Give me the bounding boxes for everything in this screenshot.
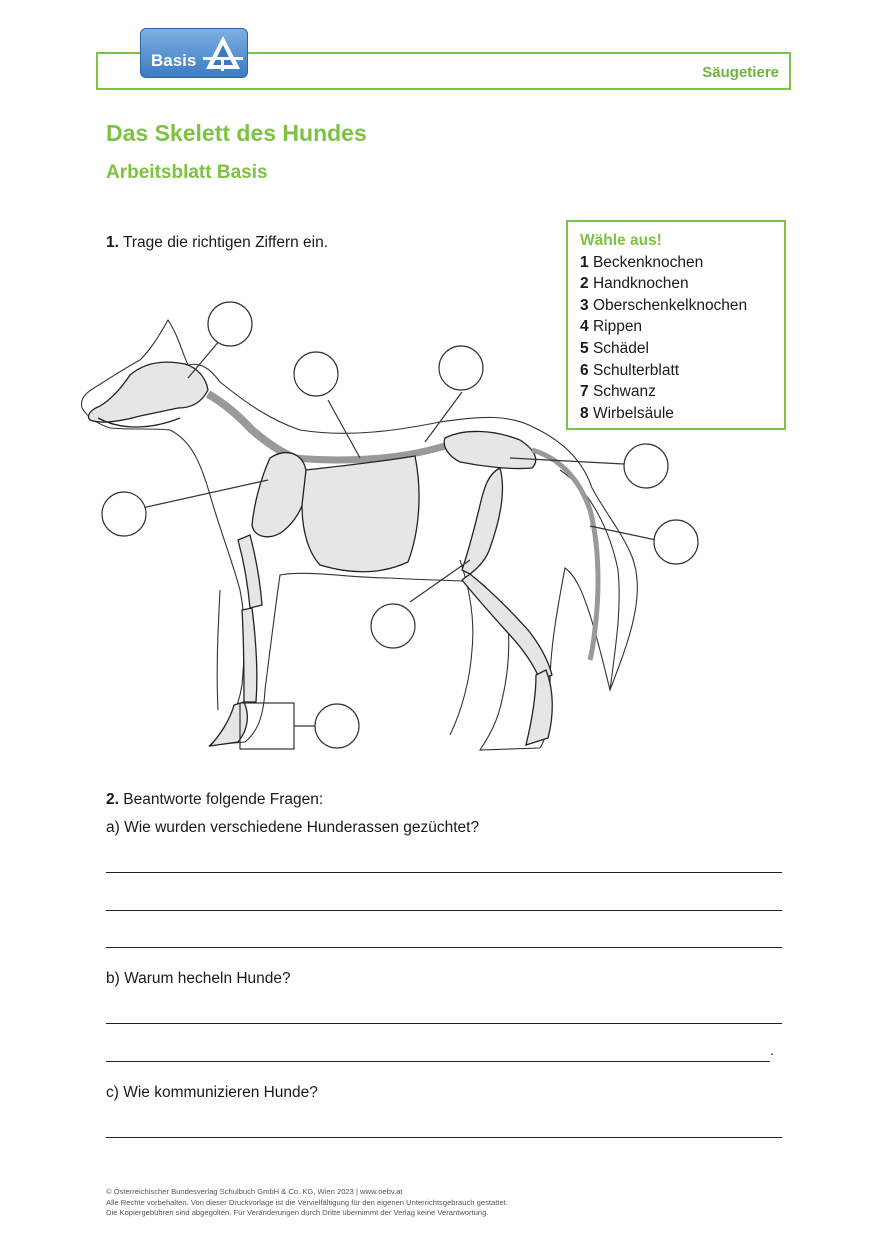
task-1-number: 1. (106, 234, 119, 251)
question-a: a) Wie wurden verschiedene Hunderassen gezüchtet? (106, 819, 480, 836)
task-2-instruction (106, 791, 323, 809)
choice-item: 5 Schädel (580, 339, 649, 357)
page-subtitle: Arbeitsblatt Basis (106, 162, 268, 183)
answer-line[interactable] (106, 1137, 782, 1138)
choice-item: 4 Rippen (580, 318, 643, 336)
choice-item: 2 Handknochen (580, 275, 689, 293)
ribcage (302, 456, 419, 572)
task-2-text: Beantworte folgende Fragen: (123, 791, 324, 808)
basis-logo (140, 28, 248, 78)
choice-item: 3 Oberschenkelknochen (580, 296, 748, 314)
answer-line[interactable] (106, 872, 782, 873)
label-circle-pelvis (624, 444, 668, 488)
label-circle-skull (208, 302, 252, 346)
choice-item: 1 Beckenknochen (580, 253, 704, 271)
neck-vertebrae (208, 394, 295, 458)
question-c: c) Wie kommunizieren Hunde? (106, 1084, 318, 1101)
answer-line[interactable] (106, 1023, 782, 1024)
task-1-text: Trage die richtigen Ziffern ein. (122, 234, 329, 251)
question-b: b) Warum hecheln Hunde? (106, 970, 291, 987)
choice-item: 7 Schwanz (580, 383, 656, 401)
skull (88, 362, 208, 422)
label-circle-scapula (102, 492, 146, 536)
copyright-footer (106, 1187, 508, 1219)
page-title: Das Skelett des Hundes (106, 120, 367, 146)
label-circle-tail (654, 520, 698, 564)
footer-line: Alle Rechte vorbehalten. Von dieser Druckvorlage ist die Vervielfältigung für den eigenen Unterrichtsgebrauch gestattet. (106, 1197, 508, 1207)
choice-item: 6 Schulterblatt (580, 361, 680, 379)
logo-text: Basis (151, 51, 197, 70)
scapula (252, 453, 307, 537)
choice-item: 8 Wirbelsäule (580, 404, 674, 422)
label-circle-spine-2 (439, 346, 483, 390)
answer-line[interactable] (106, 947, 782, 948)
task-1-instruction (106, 234, 328, 252)
choice-heading: Wähle aus! (580, 232, 662, 249)
label-circle-spine (294, 352, 338, 396)
dog-skeleton-figure (70, 290, 710, 770)
femur (462, 468, 502, 574)
label-circle-paw (315, 704, 359, 748)
answer-period: . (770, 1042, 775, 1059)
label-circle-femur (371, 604, 415, 648)
section-label: Säugetiere (702, 64, 779, 81)
paw-highlight-box (240, 703, 294, 749)
answer-line[interactable] (106, 1061, 770, 1062)
triangle-logo-icon (203, 33, 243, 73)
pelvis (444, 431, 536, 468)
footer-line: Die Kopiergebühren sind abgegolten. Für Veränderungen durch Dritte übernimmt der Verlag keine Verantwortung. (106, 1208, 489, 1217)
tail-vertebrae (532, 450, 598, 660)
answer-line[interactable] (106, 910, 782, 911)
task-2-number: 2. (106, 791, 119, 808)
front-paw (210, 702, 247, 746)
footer-line: © Österreichischer Bundesverlag Schulbuch GmbH & Co. KG, Wien 2023 | www.oebv.at (106, 1187, 403, 1196)
